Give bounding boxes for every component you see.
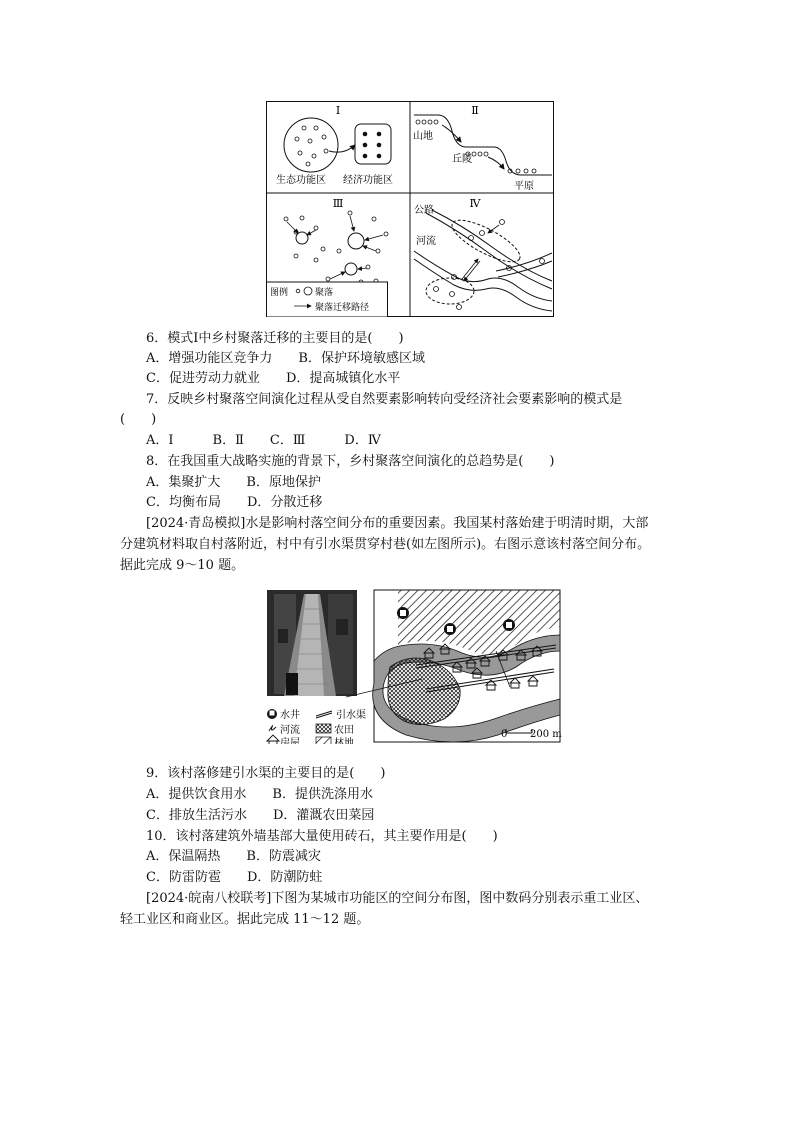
scale-label: 200 m [530,729,562,740]
passage1-line-1: [2024·青岛模拟]水是影响村落空间分布的重要因素。我国某村落始建于明清时期，大部 [146,516,649,531]
q7-stem-cont: ( ) [120,412,157,427]
q8-stem: 8．在我国重大战略实施的背景下，乡村聚落空间演化的总趋势是( ) [146,454,555,469]
alley-photo [267,590,357,696]
legend-settlement: 聚落 [315,288,334,298]
q10-options-row-2: C．防雷防雹 D．防潮防蛀 [146,870,323,885]
q10-stem: 10．该村落建筑外墙基部大量使用砖石，其主要作用是( ) [146,829,498,844]
village-figure [266,589,562,744]
economic-zone-label: 经济功能区 [343,175,393,186]
passage1-line-2: 分建筑材料取自村落附近，村中有引水渠贯穿村巷(如左图所示)。右图示意该村落空间分布。 [120,537,651,552]
legend-house: 房屋 [280,738,300,744]
q8-options-row-2: C．均衡布局 D．分散迁移 [146,495,323,510]
plain-label: 平原 [514,181,534,192]
ecological-zone-label: 生态功能区 [276,175,326,186]
mountain-label: 山地 [413,131,433,142]
river-label: 河流 [416,236,436,247]
settlement-evolution-figure [266,101,554,317]
passage1-line-3: 据此完成 9～10 题。 [120,558,245,573]
panel-label-2: Ⅱ [471,104,479,117]
q9-options-row-2: C．排放生活污水 D．灌溉农田菜园 [146,808,375,823]
q6-stem: 6．模式Ⅰ中乡村聚落迁移的主要目的是( ) [146,331,404,346]
legend-forest: 林地 [334,738,354,744]
passage2-line-2: 轻工业区和商业区。据此完成 11～12 题。 [120,912,370,927]
passage2-line-1: [2024·皖南八校联考]下图为某城市功能区的空间分布图，图中数码分别表示重工业区、 [146,891,649,906]
q6-options-row-1: A．增强功能区竞争力 B．保护环境敏感区域 [146,351,425,366]
q8-options-row-1: A．集聚扩大 B．原地保护 [146,475,321,490]
panel-2-diagram [413,115,552,192]
panel-4-diagram [414,203,552,311]
q9-options-row-1: A．提供饮食用水 B．提供洗涤用水 [146,787,373,802]
q10-options-row-1: A．保温隔热 B．防震减灾 [146,849,321,864]
q7-stem: 7．反映乡村聚落空间演化过程从受自然要素影响转向受经济社会要素影响的模式是 [146,392,623,407]
legend-canal: 引水渠 [336,710,366,721]
village-map [346,590,562,742]
legend-river: 河流 [280,725,300,736]
q7-options-row-1: A．Ⅰ B．Ⅱ C．Ⅲ D．Ⅳ [146,433,381,448]
legend-migration-path: 聚落迁移路径 [315,303,370,313]
panel-1-diagram [276,118,393,186]
panel-3-diagram [284,211,388,284]
q9-stem: 9．该村落修建引水渠的主要目的是( ) [146,766,386,781]
road-label: 公路 [414,205,434,216]
panel-label-3: Ⅲ [332,197,344,210]
q6-options-row-2: C．促进劳动力就业 D．提高城镇化水平 [146,371,401,386]
legend-farmland: 农田 [334,725,354,736]
figure1-legend [267,282,388,317]
village-diagram [266,589,562,744]
settlement-evolution-diagram [266,101,554,317]
panel-label-4: Ⅳ [469,197,481,210]
panel-label-1: Ⅰ [335,104,341,117]
hill-label: 丘陵 [452,154,472,165]
figure2-legend [267,708,366,744]
legend-well: 水井 [280,710,300,721]
legend-title: 图例 [270,288,289,298]
scale-zero: 0 [501,729,508,740]
